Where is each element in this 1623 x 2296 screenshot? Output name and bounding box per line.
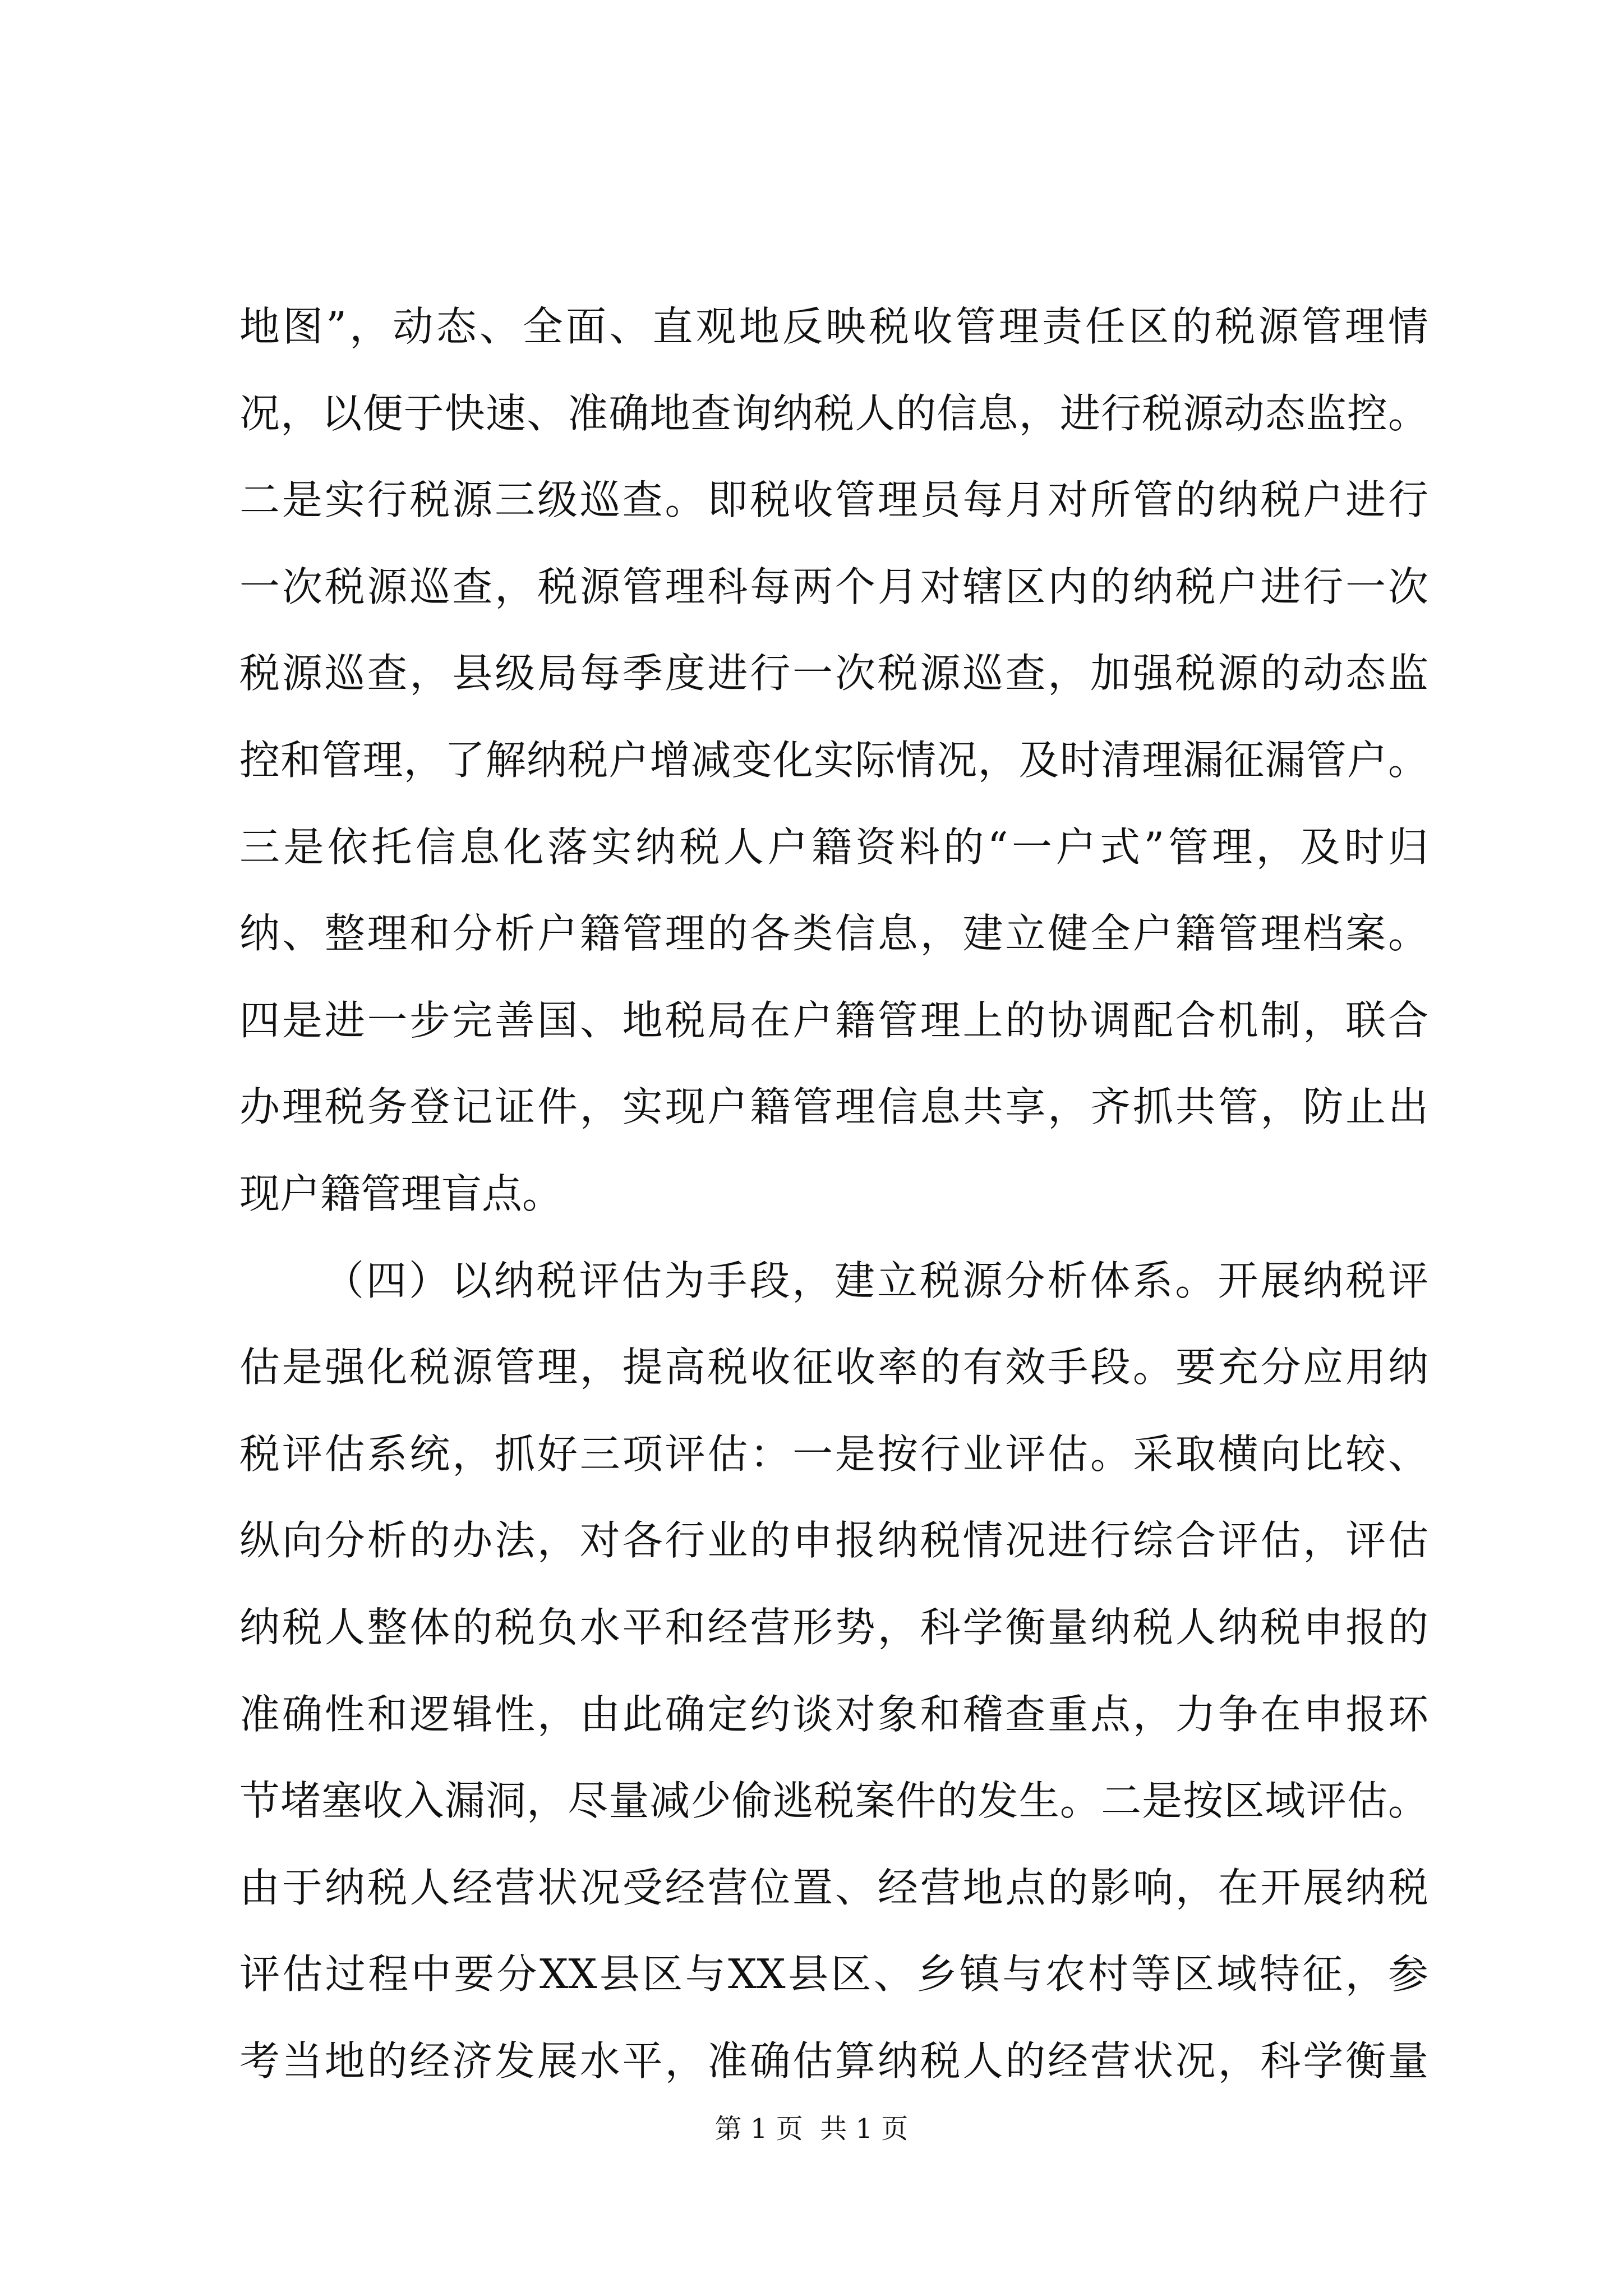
text-line: 纵向分析的办法，对各行业的申报纳税情况进行综合评估，评估 xyxy=(239,1517,1428,1565)
text-line: 办理税务登记证件，实现户籍管理信息共享，齐抓共管，防止出 xyxy=(239,1083,1428,1131)
text-line: 税评估系统，抓好三项评估：一是按行业评估。采取横向比较、 xyxy=(239,1430,1428,1478)
text-line: 现户籍管理盲点。 xyxy=(239,1170,563,1217)
text-line: 税源巡查，县级局每季度进行一次税源巡查，加强税源的动态监 xyxy=(239,650,1428,697)
text-line: 评估过程中要分XX县区与XX县区、乡镇与农村等区域特征，参 xyxy=(239,1950,1428,1998)
text-line: 四是进一步完善国、地税局在户籍管理上的协调配合机制，联合 xyxy=(239,996,1428,1044)
section-heading-line: （四）以纳税评估为手段，建立税源分析体系。开展纳税评 xyxy=(324,1257,1428,1304)
page-number: 第 1 页 共 1 页 xyxy=(714,2113,909,2145)
text-line: 一次税源巡查，税源管理科每两个月对辖区内的纳税户进行一次 xyxy=(239,563,1428,610)
text-line: 节堵塞收入漏洞，尽量减少偷逃税案件的发生。二是按区域评估。 xyxy=(239,1777,1428,1825)
text-line: 三是依托信息化落实纳税人户籍资料的“一户式”管理，及时归 xyxy=(239,823,1428,871)
text-line: 考当地的经济发展水平，准确估算纳税人的经营状况，科学衡量 xyxy=(239,2037,1428,2085)
text-line: 估是强化税源管理，提高税收征收率的有效手段。要充分应用纳 xyxy=(239,1343,1428,1391)
text-line: 地图”，动态、全面、直观地反映税收管理责任区的税源管理情 xyxy=(239,303,1428,350)
text-line: 二是实行税源三级巡查。即税收管理员每月对所管的纳税户进行 xyxy=(239,476,1428,524)
body-text xyxy=(239,283,1428,2104)
text-line: 控和管理，了解纳税户增减变化实际情况，及时清理漏征漏管户。 xyxy=(239,736,1428,784)
text-line: 纳、整理和分析户籍管理的各类信息，建立健全户籍管理档案。 xyxy=(239,910,1428,958)
text-line: 由于纳税人经营状况受经营位置、经营地点的影响，在开展纳税 xyxy=(239,1864,1428,1911)
page-footer xyxy=(0,2112,1623,2146)
text-line: 纳税人整体的税负水平和经营形势，科学衡量纳税人纳税申报的 xyxy=(239,1603,1428,1651)
text-line: 况，以便于快速、准确地查询纳税人的信息，进行税源动态监控。 xyxy=(239,389,1428,437)
text-line: 准确性和逻辑性，由此确定约谈对象和稽查重点，力争在申报环 xyxy=(239,1690,1428,1738)
